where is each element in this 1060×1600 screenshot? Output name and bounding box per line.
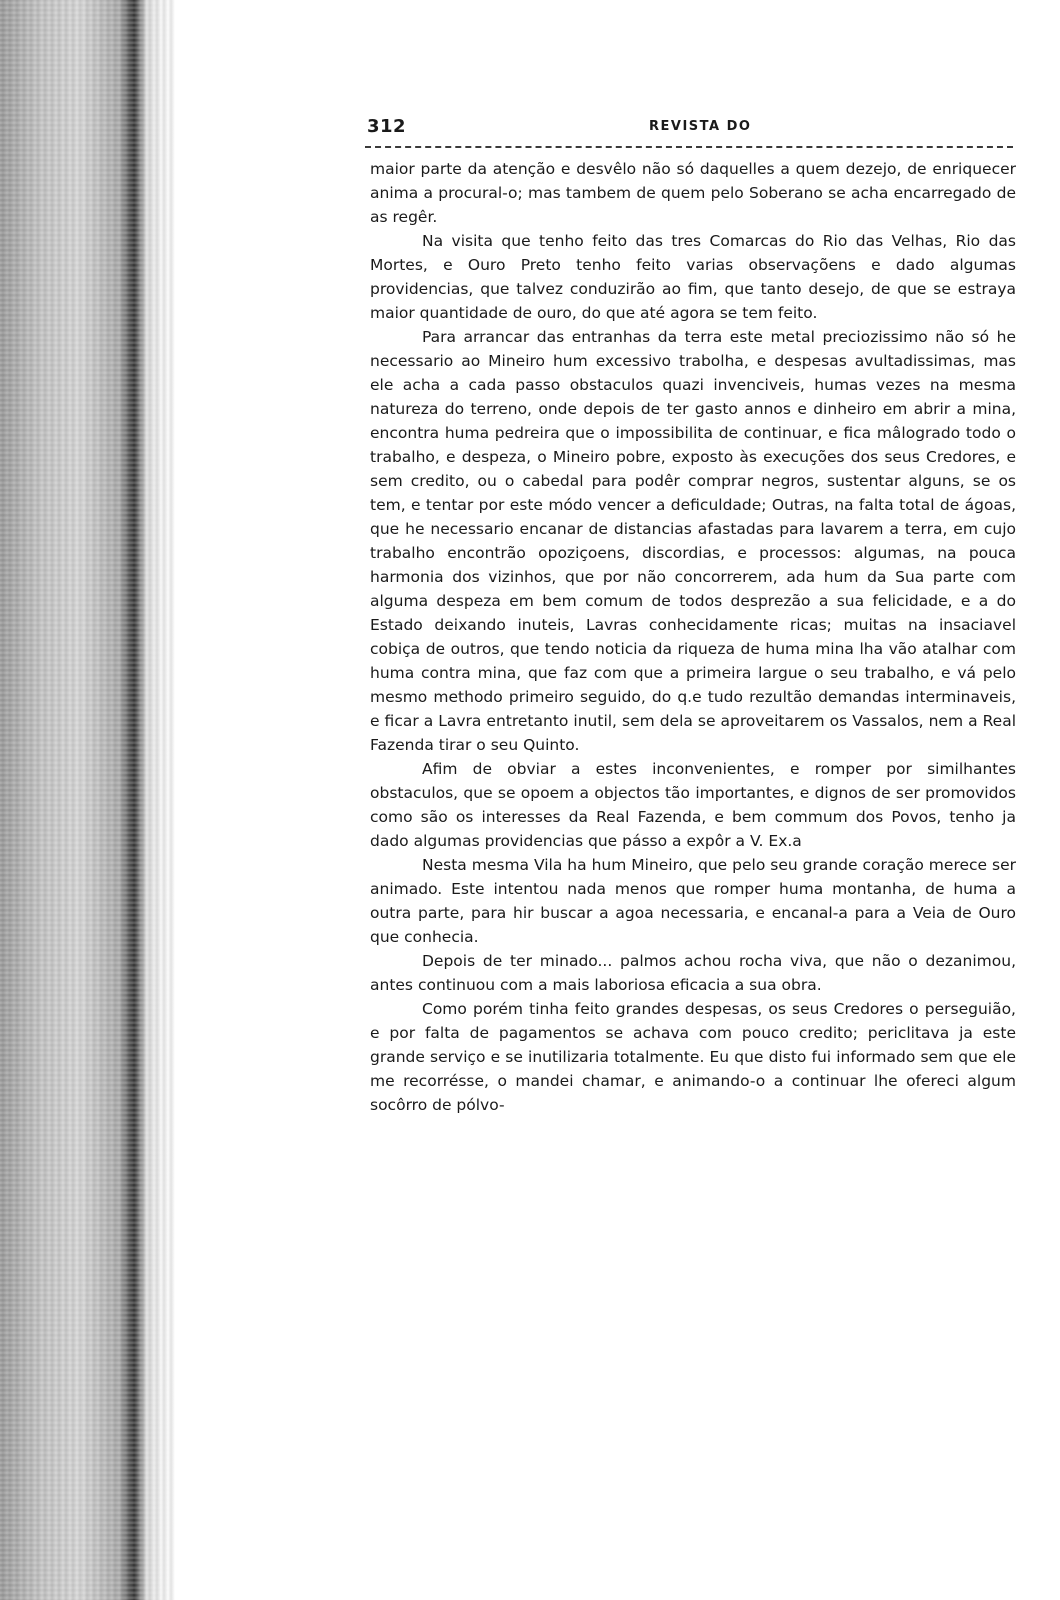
paragraph-4: Afim de obviar a estes inconvenientes, e romper por similhantes obstaculos, que se opoem a objectos tão importantes, e dignos de ser promovidos como são os interesses da Real Fazenda, e bem commum dos Povos, tenho ja dado algumas providencias que pásso a expôr a V. Ex.a [370, 760, 1016, 850]
page-number: 312 [367, 116, 407, 137]
paragraph-6: Depois de ter minado... palmos achou rocha viva, que não o dezanimou, antes continuou com a mais laboriosa eficacia a sua obra. [370, 952, 1016, 994]
journal-title: REVISTA DO [649, 119, 752, 134]
paragraph-2: Na visita que tenho feito das tres Comarcas do Rio das Velhas, Rio das Mortes, e Ouro Preto tenho feito varias observaçõens e dado algumas providencias, que talvez conduzirão ao fim, que tanto desejo, de que se estraya maior quantidade de ouro, do que até agora se tem feito. [370, 232, 1016, 322]
paragraph-1: maior parte da atenção e desvêlo não só daquelles a quem dezejo, de enriquecer anima a procural-o; mas tambem de quem pelo Soberano se acha encarregado de as regêr. [370, 160, 1016, 226]
body-text [370, 157, 1016, 1117]
paragraph-5: Nesta mesma Vila ha hum Mineiro, que pelo seu grande coração merece ser animado. Este intentou nada menos que romper huma montanha, de huma a outra parte, para hir buscar a agoa necessaria, e encanal-a para a Veia de Ouro que conhecia. [370, 856, 1016, 946]
running-header [365, 116, 1013, 148]
paragraph-3: Para arrancar das entranhas da terra este metal preciozissimo não só he necessario ao Mineiro hum excessivo trabolha, e despesas avultadissimas, mas ele acha a cada passo obstaculos quazi invenciveis, humas vezes na mesma natureza do terreno, onde depois de ter gasto annos e dinheiro em abrir a mina, encontra huma pedreira que o impossibilita de continuar, e fica mâlogrado todo o trabalho, e despeza, o Mineiro pobre, exposto às execuções dos seus Credores, e sem credito, ou o cabedal para podêr comprar negros, sustentar alguns, se os tem, e tentar por este módo vencer a deficuldade; Outras, na falta total de ágoas, que he necessario encanar de distancias afastadas para lavarem a terra, em cujo trabalho encontrão opoziçoens, discordias, e processos: algumas, na pouca harmonia dos vizinhos, que por não concorrerem, ada hum da Sua parte com alguma despeza em bem comum de todos desprezão a sua felicidade, e a do Estado deixando inuteis, Lavras conhecidamente ricas; muitas na insaciavel cobiça de outros, que tendo noticia da riqueza de huma mina lha vão atalhar com huma contra mina, que faz com que a primeira largue o seu trabalho, e vá pelo mesmo methodo primeiro seguido, do q.e tudo rezultão demandas interminaveis, e ficar a Lavra entretanto inutil, sem dela se aproveitarem os Vassalos, nem a Real Fazenda tirar o seu Quinto. [370, 328, 1016, 754]
paragraph-7: Como porém tinha feito grandes despesas, os seus Credores o perseguião, e por falta de pagamentos se achava com pouco credito; periclitava ja este grande serviço e se inutilizaria totalmente. Eu que disto fui informado sem que ele me recorrésse, o mandei chamar, e animando-o a continuar lhe ofereci algum socôrro de pólvo- [370, 1000, 1016, 1114]
book-binding-gutter [0, 0, 175, 1600]
